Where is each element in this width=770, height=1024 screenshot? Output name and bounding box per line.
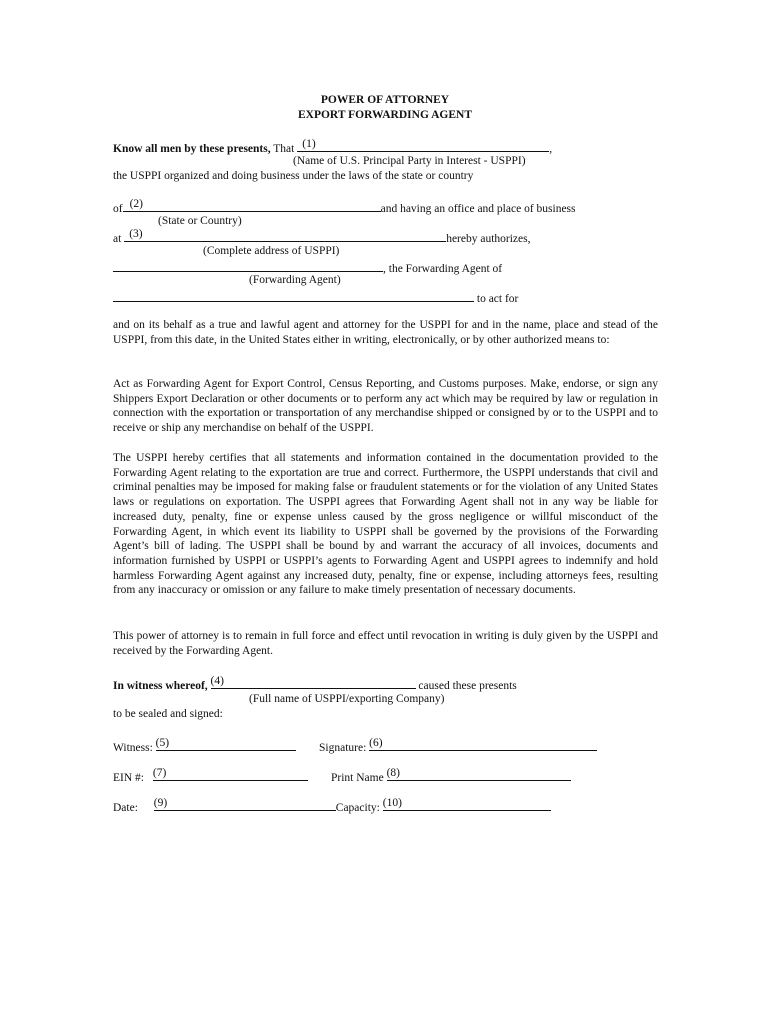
signature-label: Signature: <box>319 742 367 754</box>
act-as-paragraph: Act as Forwarding Agent for Export Control, Census Reporting, and Customs purposes. Make, endorse, or sign any Shippers Export Declaration or other documents or to perform any act which may be required by law or regulation in connection with the exportation or transportation of any merchandise shipped or consigned by or to the USPPI and to receive or ship any merchandise on behalf of the USPPI. <box>113 378 658 435</box>
certifies-paragraph: The USPPI hereby certifies that all statements and information contained in the documentation provided to the Forwarding Agent relating to the exportation are true and correct. Furthermore, the USPPI understands that civil and criminal penalties may be imposed for making false or fraudulent statements or for the violation of any United States laws or regulations on exportation. The USPPI agrees that Forwarding Agent shall not in any way be liable for increased duty, penalty, fine or expense unless caused by the gross negligence or willful misconduct of the Forwarding Agent, in which event its liability to USPPI shall be governed by the provisions of the Forwarding Agent’s bill of lading. The USPPI shall be bound by and warrant the accuracy of all invoices, documents and information furnished by USPPI or USPPI’s agents to Forwarding Agent and USPPI agrees to indemnify and hold harmless Forwarding Agent against any increased duty, penalty, fine or expense, including attorneys fees, resulting from any inaccuracy or omission or any failure to make timely presentation of necessary documents. <box>113 452 658 597</box>
field-7-number: (7) <box>152 767 167 779</box>
act-for-field[interactable] <box>113 289 474 302</box>
ein-label: EIN #: <box>113 772 144 784</box>
state-country-field[interactable] <box>123 199 381 212</box>
doc-title: POWER OF ATTORNEY <box>320 94 450 106</box>
ein-row <box>113 768 308 785</box>
print-name-label: Print Name <box>331 772 384 784</box>
print-name-field[interactable] <box>387 768 571 781</box>
witness-whereof-lead: In witness whereof, <box>113 680 208 692</box>
field-8-number: (8) <box>386 767 400 779</box>
witness-label: Witness: <box>113 742 153 754</box>
agent-suffix: , the Forwarding Agent of <box>383 263 503 275</box>
act-for-line <box>113 289 518 306</box>
capacity-label: Capacity: <box>335 802 380 814</box>
witness-whereof-suffix: caused these presents <box>418 680 517 692</box>
field-6-number: (6) <box>369 737 383 749</box>
capacity-field[interactable] <box>383 798 551 811</box>
witness-whereof-line <box>113 676 517 693</box>
company-name-field[interactable] <box>211 676 416 689</box>
at-suffix: hereby authorizes, <box>446 233 531 245</box>
ein-field[interactable] <box>153 768 308 781</box>
signature-row <box>319 738 597 755</box>
date-label: Date: <box>113 802 138 814</box>
field-4-number: (4) <box>210 675 224 687</box>
usppi-name-caption: (Name of U.S. Principal Party in Interest - USPPI) <box>293 155 526 167</box>
usppi-name-field[interactable] <box>297 139 549 152</box>
doc-subtitle: EXPORT FORWARDING AGENT <box>297 109 473 121</box>
intro-lead: Know all men by these presents, <box>113 143 271 155</box>
address-field[interactable] <box>124 229 446 242</box>
intro-line-2: the USPPI organized and doing business under the laws of the state or country <box>113 170 474 182</box>
witness-row <box>113 738 296 755</box>
behalf-paragraph: and on its behalf as a true and lawful agent and attorney for the USPPI for and in the name, place and stead of the USPPI, from this date, in the United States either in writing, electronically, or by other authorized means to: <box>113 319 658 346</box>
field-10-number: (10) <box>382 797 402 809</box>
field-2-number: (2) <box>129 198 144 210</box>
field-9-number: (9) <box>153 797 168 809</box>
act-for-suffix: to act for <box>476 293 519 305</box>
agent-caption: (Forwarding Agent) <box>249 274 341 286</box>
witness-field[interactable] <box>156 738 296 751</box>
intro-that: That <box>273 143 295 155</box>
date-row <box>113 798 551 815</box>
field-3-number: (3) <box>129 228 143 240</box>
of-suffix: and having an office and place of business <box>380 203 576 215</box>
forwarding-agent-field[interactable] <box>113 259 383 272</box>
field-1-number: (1) <box>302 138 316 150</box>
at-label: at <box>113 233 122 245</box>
company-name-caption: (Full name of USPPI/exporting Company) <box>249 693 445 705</box>
address-caption: (Complete address of USPPI) <box>203 245 340 257</box>
date-field[interactable] <box>154 798 336 811</box>
state-country-caption: (State or Country) <box>158 215 242 227</box>
sealed-line: to be sealed and signed: <box>113 708 223 720</box>
intro-comma: , <box>549 143 553 155</box>
remain-paragraph: This power of attorney is to remain in full force and effect until revocation in writing is duly given by the USPPI and received by the Forwarding Agent. <box>113 630 658 657</box>
print-name-row <box>331 768 571 785</box>
field-5-number: (5) <box>155 737 170 749</box>
signature-field[interactable] <box>369 738 597 751</box>
of-label: of <box>113 203 123 215</box>
